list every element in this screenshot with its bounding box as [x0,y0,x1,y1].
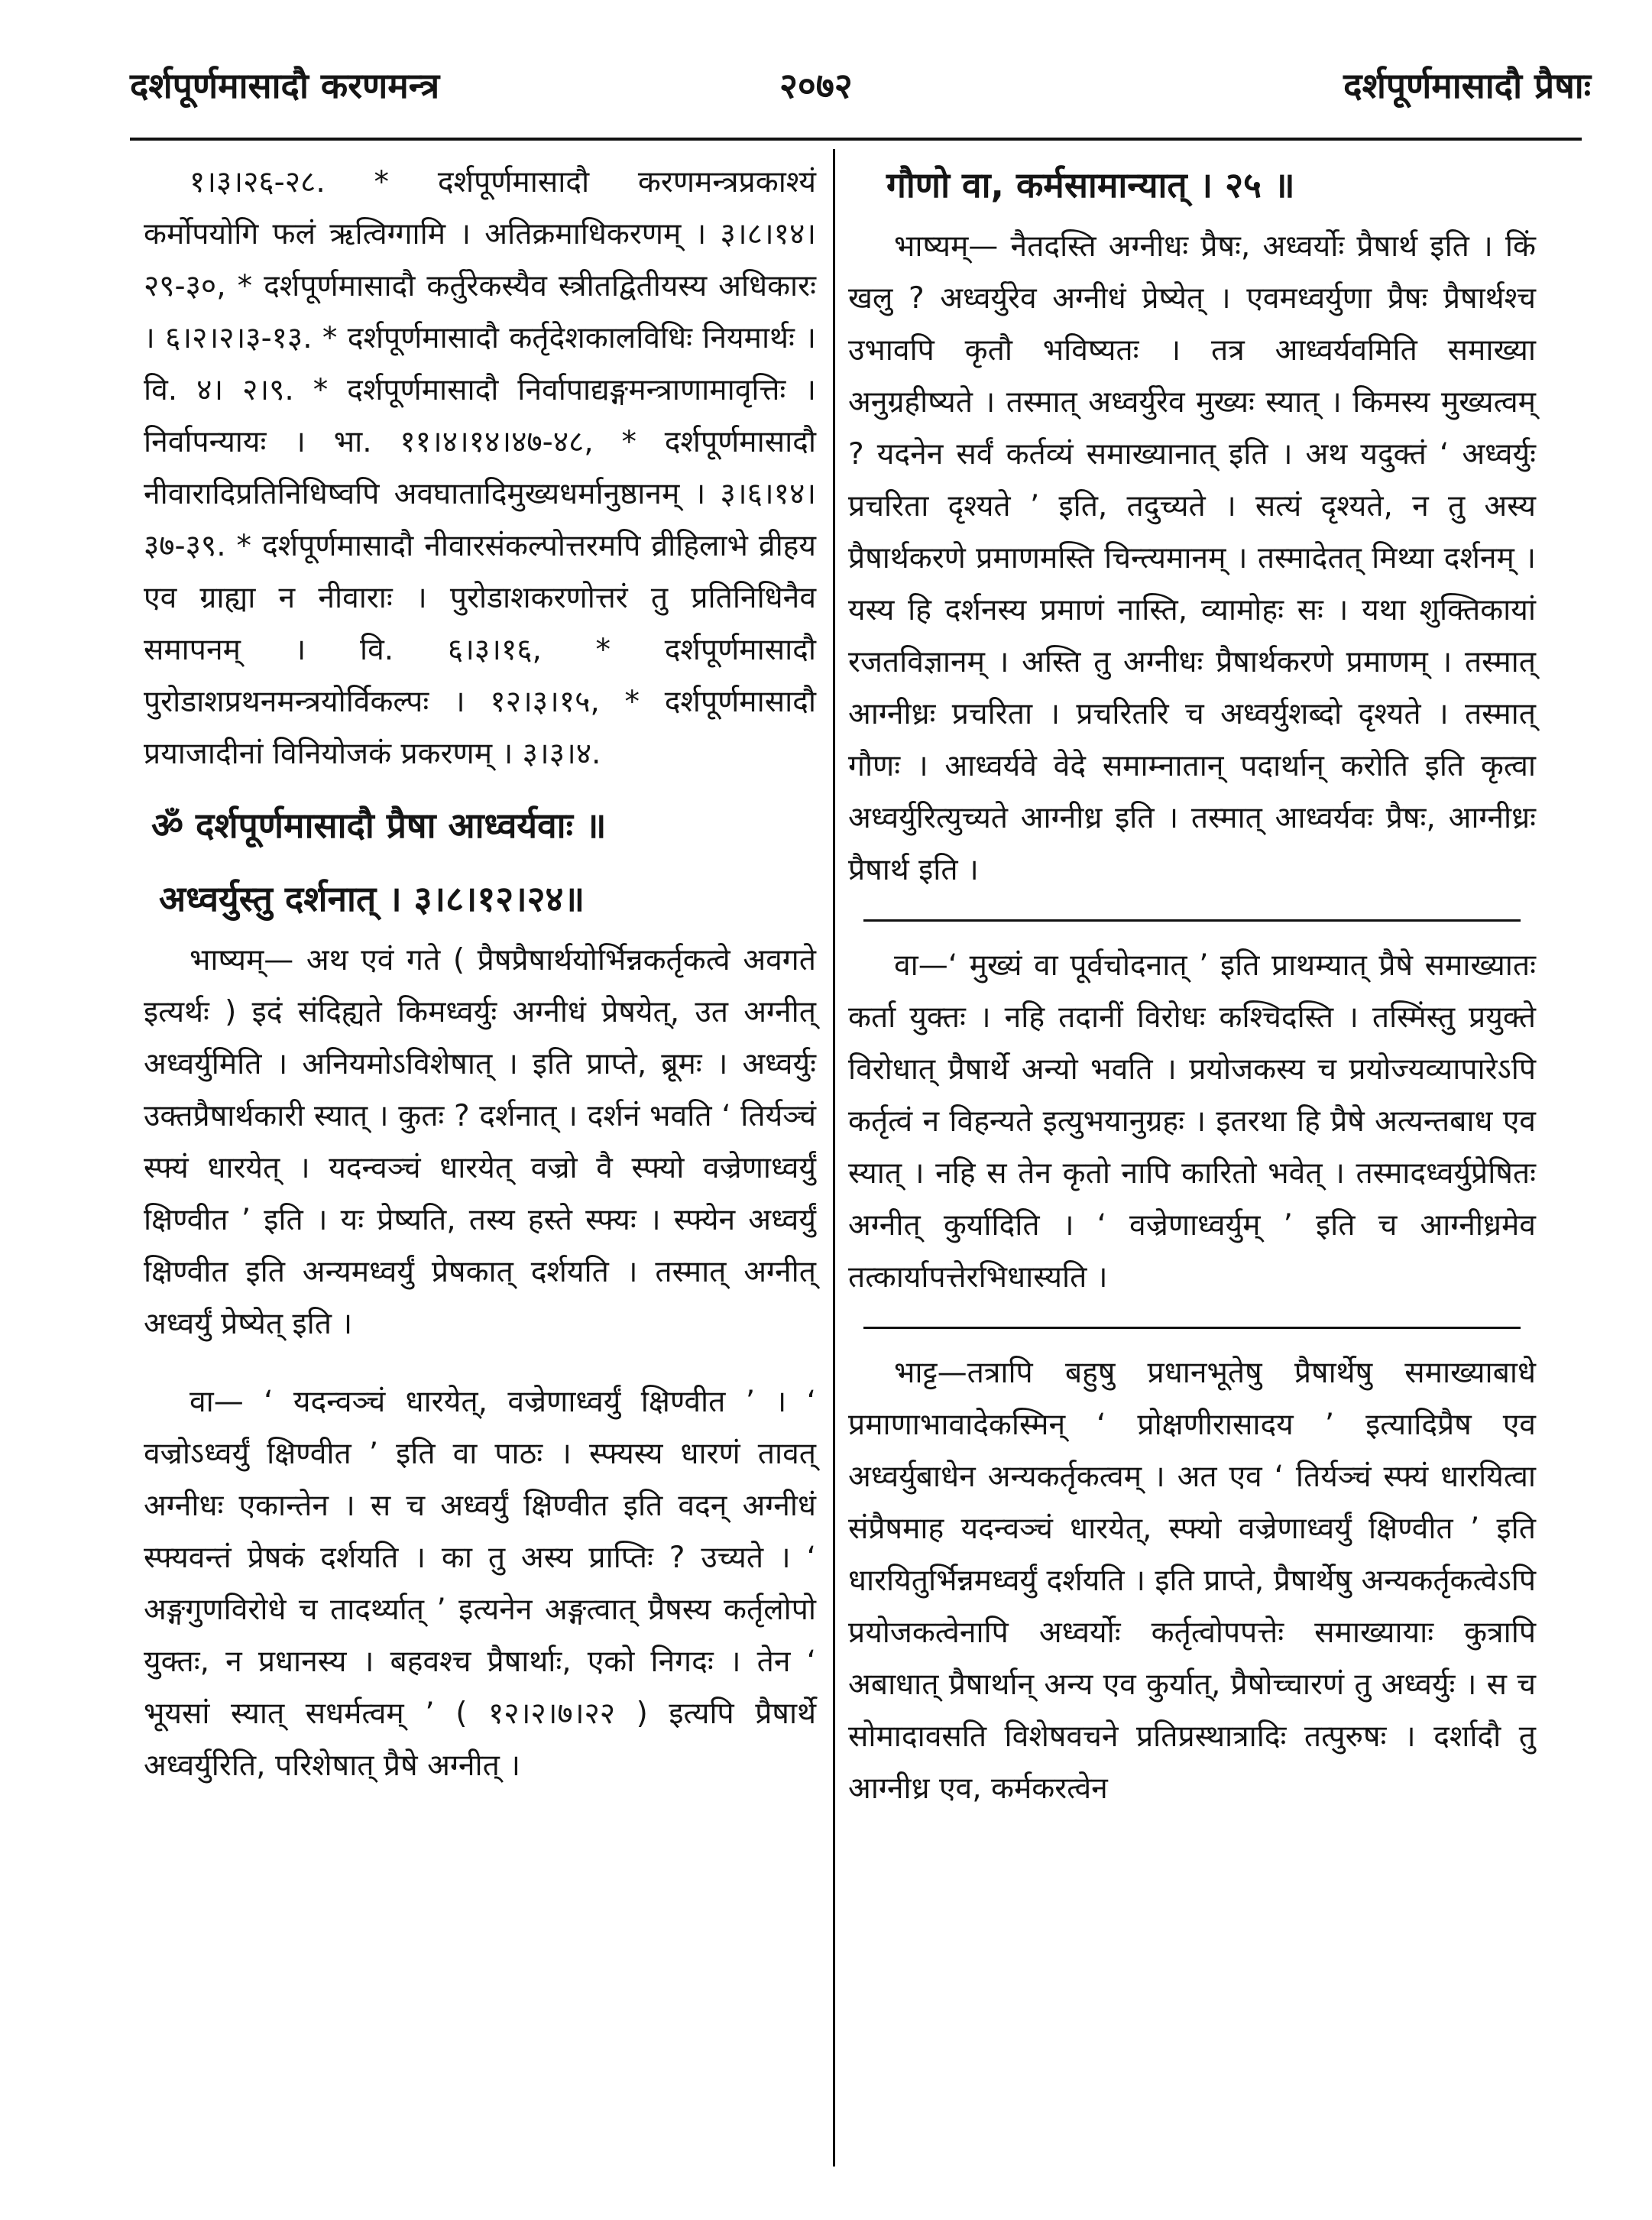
section-heading: ॐ दर्शपूर्णमासादौ प्रैषा आध्वर्यवाः ॥ [151,805,607,846]
section-divider [863,1327,1521,1329]
page-header [0,61,1652,130]
bhatta-paragraph: भाट्ट—तत्रापि बहुषु प्रधानभूतेषु प्रैषार्थेषु समाख्याबाधे प्रमाणाभावादेकस्मिन् ‘ प्रोक्षणीरासादय ’ इत्यादिप्रैष एव अध्वर्युबाधेन अन्यकर्तृकत्वम् । अत एव ‘ तिर्यञ्चं स्फ्यं धारयित्वा संप्रैषमाह यदन्वञ्चं धारयेत्, स्फ्यो वज्रेणाध्वर्युं क्षिण्वीत ’ इति धारयितुर्भिन्नमध्वर्युं दर्शयति । इति प्राप्ते, प्रैषार्थेषु अन्यकर्तृकत्वेऽपि प्रयोजकत्वेनापि अध्वर्योः कर्तृत्वोपपत्तेः समाख्यायाः कुत्रापि अबाधात् प्रैषार्थान् अन्य एव कुर्यात्, प्रैषोच्चारणं तु अध्वर्युः । स च सोमादावसति विशेषवचने प्रतिप्रस्थात्रादिः तत्पुरुषः । दर्शादौ तु आग्नीध्र एव, कर्मकरत्वेन [848,1356,1536,1806]
vartika-paragraph-left: वा— ‘ यदन्वञ्चं धारयेत्, वज्रेणाध्वर्युं क्षिण्वीत ’ । ‘ वज्रोऽध्वर्युं क्षिण्वीत ’ इति वा पाठः । स्फ्यस्य धारणं तावत् अग्नीधः एकान्तेन । स च अध्वर्युं क्षिण्वीत इति वदन् अग्नीधं स्फ्यवन्तं प्रेषकं दर्शयति । का तु अस्य प्राप्तिः ? उच्यते । ‘ अङ्गगुणविरोधे च तादर्थ्यात् ’ इत्यनेन अङ्गत्वात् प्रैषस्य कर्तृलोपो युक्तः, न प्रधानस्य । बहवश्च प्रैषार्थाः, एको निगदः । तेन ‘ भूयसां स्यात् सधर्मत्वम् ’ ( १२।२।७।२२ ) इत्यपि प्रैषार्थे अध्वर्युरिति, परिशेषात् प्रैषे अग्नीत् । [144,1385,816,1783]
left-column [144,157,816,1792]
bhashya-paragraph-right: भाष्यम्— नैतदस्ति अग्नीधः प्रैषः, अध्वर्योः प्रैषार्थ इति । किं खलु ? अध्वर्युरेव अग्नीधं प्रेष्येत् । एवमध्वर्युणा प्रैषः प्रैषार्थश्च उभावपि कृतौ भविष्यतः । तत्र आध्वर्यवमिति समाख्या अनुग्रहीष्यते । तस्मात् अध्वर्युरेव मुख्यः स्यात् । किमस्य मुख्यत्वम् ? यदनेन सर्वं कर्तव्यं समाख्यानात् इति । अथ यदुक्तं ‘ अध्वर्युः प्रचरिता दृश्यते ’ इति, तदुच्यते । सत्यं दृश्यते, न तु अस्य प्रैषार्थकरणे प्रमाणमस्ति चिन्त्यमानम् । तस्मादेतत् मिथ्या दर्शनम् । यस्य हि दर्शनस्य प्रमाणं नास्ति, व्यामोहः सः । यथा शुक्तिकायां रजतविज्ञानम् । अस्ति तु अग्नीधः प्रैषार्थकरणे प्रमाणम् । तस्मात् आग्नीध्रः प्रचरिता । प्रचरितरि च अध्वर्युशब्दो दृश्यते । तस्मात् गौणः । आध्वर्यवे वेदे समाम्नातान् पदार्थान् करोति इति कृत्वा अध्वर्युरित्युच्यते आग्नीध्र इति । तस्मात् आध्वर्यवः प्रैषः, आग्नीध्रः प्रैषार्थ इति । [848,229,1536,887]
bhashya-paragraph-left: भाष्यम्— अथ एवं गते ( प्रैषप्रैषार्थयोर्भिन्नकर्तृकत्वे अवगते इत्यर्थः ) इदं संदिह्यते किमध्वर्युः अग्नीधं प्रेषयेत्, उत अग्नीत् अध्वर्युमिति । अनियमोऽविशेषात् । इति प्राप्ते, ब्रूमः । अध्वर्युः उक्तप्रैषार्थकारी स्यात् । कुतः ? दर्शनात् । दर्शनं भवति ‘ तिर्यञ्चं स्फ्यं धारयेत् । यदन्वञ्चं धारयेत् वज्रो वै स्फ्यो वज्रेणाध्वर्युं क्षिण्वीत ’ इति । यः प्रेष्यति, तस्य हस्ते स्फ्यः । स्फ्येन अध्वर्युं क्षिण्वीत इति अन्यमध्वर्युं प्रेषकात् दर्शयति । तस्मात् अग्नीत् अध्वर्युं प्रेष्येत् इति । [144,943,816,1341]
vartika-paragraph-right: वा—‘ मुख्यं वा पूर्वचोदनात् ’ इति प्राथम्यात् प्रैषे समाख्यातः कर्ता युक्तः । नहि तदानीं विरोधः कश्चिदस्ति । तस्मिंस्तु प्रयुक्ते विरोधात् प्रैषार्थे अन्यो भवति । प्रयोजकस्य च प्रयोज्यव्यापारेऽपि कर्तृत्वं न विहन्यते इत्युभयानुग्रहः । इतरथा हि प्रैषे अत्यन्तबाध एव स्यात् । नहि स तेन कृतो नापि कारितो भवेत् । तस्मादध्वर्युप्रेषितः अग्नीत् कुर्यादिति । ‘ वज्रेणाध्वर्युम् ’ इति च आग्नीध्रमेव तत्कार्यापत्तेरभिधास्यति । [848,948,1536,1295]
running-head-left: दर्शपूर्णमासादौ करणमन्त्र [130,65,440,106]
sutra-25: गौणो वा, कर्मसामान्यात् । २५ ॥ [886,164,1295,206]
sutra-24: अध्वर्युस्तु दर्शनात् । ३।८।१२।२४॥ [159,878,585,919]
page-number: २०७२ [779,65,853,106]
right-column [848,157,1536,1815]
header-rule [130,138,1582,141]
section-divider [863,919,1521,922]
running-head-right: दर्शपूर्णमासादौ प्रैषाः [1343,65,1591,106]
column-divider [833,149,835,2167]
index-paragraph: १।३।२६-२८. * दर्शपूर्णमासादौ करणमन्त्रप्रकाश्यं कर्मोपयोगि फलं ऋत्विग्गामि । अतिक्रमाधिकरणम् । ३।८।१४।२९-३०, * दर्शपूर्णमासादौ कर्तुरेकस्यैव स्त्रीतद्वितीयस्य अधिकारः । ६।२।२।३-१३. * दर्शपूर्णमासादौ कर्तृदेशकालविधिः नियमार्थः । वि. ४। २।९. * दर्शपूर्णमासादौ निर्वापाद्यङ्गमन्त्राणामावृत्तिः । निर्वापन्यायः । भा. ११।४।१४।४७-४८, * दर्शपूर्णमासादौ नीवारादिप्रतिनिधिष्वपि अवघातादिमुख्यधर्मानुष्ठानम् । ३।६।१४।३७-३९. * दर्शपूर्णमासादौ नीवारसंकल्पोत्तरमपि व्रीहिलाभे व्रीहय एव ग्राह्या न नीवाराः । पुरोडाशकरणोत्तरं तु प्रतिनिधिनैव समापनम् । वि. ६।३।१६, * दर्शपूर्णमासादौ पुरोडाशप्रथनमन्त्रयोर्विकल्पः । १२।३।१५, * दर्शपूर्णमासादौ प्रयाजादीनां विनियोजकं प्रकरणम् । ३।३।४. [144,165,816,771]
